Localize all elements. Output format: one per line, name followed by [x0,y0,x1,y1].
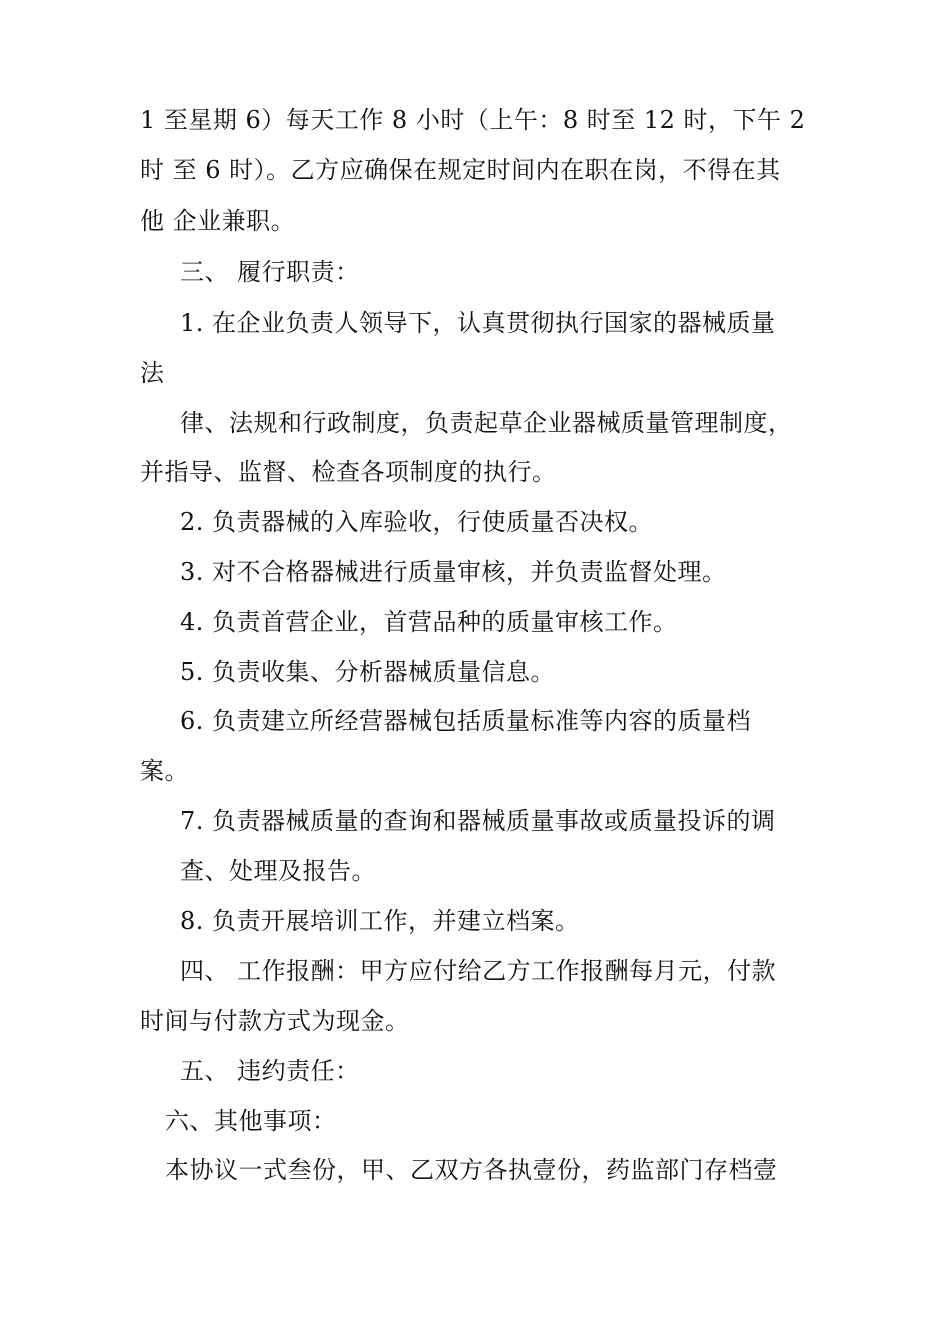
section-heading: 三、 履行职责： [180,258,360,286]
section-heading: 六、其他事项： [165,1107,337,1135]
text-line: 查、处理及报告。 [180,857,376,885]
section-heading: 四、 工作报酬：甲方应付给乙方工作报酬每月元，付款 [180,957,777,985]
list-item: 4. 负责首营企业，首营品种的质量审核工作。 [180,608,678,636]
text-line: 本协议一式叁份，甲、乙双方各执壹份，药监部门存档壹 [165,1156,778,1184]
section-heading: 五、 违约责任： [180,1057,360,1085]
text-line: 案。 [140,757,189,785]
list-item: 2. 负责器械的入库验收，行使质量否决权。 [180,508,654,536]
text-line: 1 至星期 6）每天工作 8 小时（上午：8 时至 12 时，下午 2 [140,106,806,134]
text-line: 律、法规和行政制度，负责起草企业器械质量管理制度， [180,409,793,437]
list-item: 5. 负责收集、分析器械质量信息。 [180,658,556,686]
text-line: 时间与付款方式为现金。 [140,1007,410,1035]
text-line: 他 企业兼职。 [140,207,296,235]
text-line: 1. 在企业负责人领导下，认真贯彻执行国家的器械质量 [180,309,776,337]
list-item: 6. 负责建立所经营器械包括质量标准等内容的质量档 [180,707,752,735]
text-line: 法 [140,359,165,387]
list-item: 7. 负责器械质量的查询和器械质量事故或质量投诉的调 [180,807,776,835]
text-line: 时 至 6 时）。乙方应确保在规定时间内在职在岗，不得在其 [140,156,781,184]
text-line: 并指导、监督、检查各项制度的执行。 [140,458,557,486]
list-item: 3. 对不合格器械进行质量审核，并负责监督处理。 [180,558,727,586]
list-item: 8. 负责开展培训工作，并建立档案。 [180,907,580,935]
